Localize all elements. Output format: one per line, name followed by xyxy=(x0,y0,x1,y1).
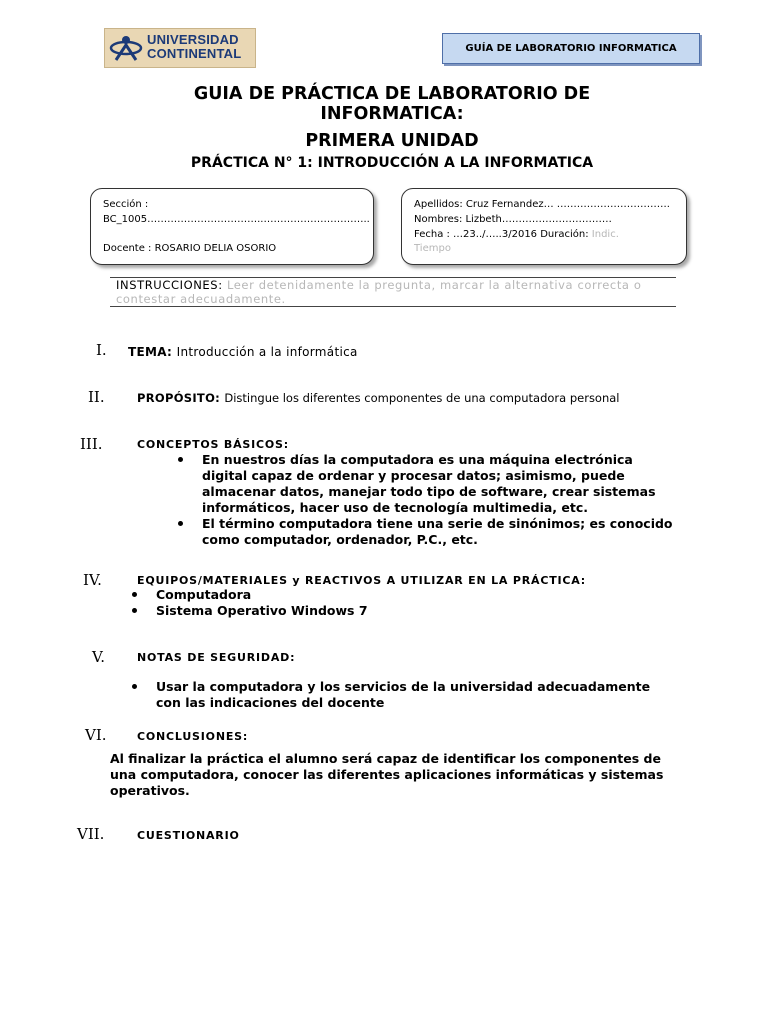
section-7-label: CUESTIONARIO xyxy=(137,829,240,842)
bullet-icon xyxy=(178,521,183,526)
bullet-icon xyxy=(132,684,137,689)
section-2-number: II. xyxy=(88,388,105,406)
instructions-text-b: contestar adecuadamente. xyxy=(116,292,286,306)
instructions-label: INSTRUCCIONES: xyxy=(116,278,223,292)
unit-title: PRIMERA UNIDAD xyxy=(305,131,479,151)
materials-list xyxy=(156,587,656,619)
conclusions-text: Al finalizar la práctica el alumno será capaz de identificar los componentes de una computadora, conocer las diferentes aplicaciones informáticas y sistemas operativos. xyxy=(110,751,664,798)
list-item xyxy=(156,603,656,619)
list-item xyxy=(156,679,676,711)
nombres-field: Nombres: Lizbeth…………………………… xyxy=(414,214,612,225)
section-1-text: Introducción a la informática xyxy=(176,345,358,359)
instructions xyxy=(110,277,676,307)
docente-field: Docente : ROSARIO DELIA OSORIO xyxy=(103,243,277,254)
list-item xyxy=(202,452,678,516)
practice-title: PRÁCTICA N° 1: INTRODUCCIÓN A LA INFORMATICA xyxy=(190,155,594,171)
fecha-field xyxy=(414,227,619,242)
seccion-label: Sección : xyxy=(103,199,149,210)
section-4-number: IV. xyxy=(83,571,102,589)
section-3-number: III. xyxy=(80,435,103,453)
document-title xyxy=(100,84,684,124)
duracion-hint-2: Tiempo xyxy=(414,243,451,254)
section-3-label: CONCEPTOS BÁSICOS: xyxy=(137,438,289,451)
bullet-icon xyxy=(132,592,137,597)
safety-list xyxy=(156,679,676,711)
student-info-box xyxy=(401,188,687,265)
bullet-icon xyxy=(178,457,183,462)
section-1-heading xyxy=(128,345,358,359)
section-4-label: EQUIPOS/MATERIALES y REACTIVOS A UTILIZAR EN LA PRÁCTICA: xyxy=(137,574,586,587)
university-logo xyxy=(104,28,256,68)
concept-1-text: En nuestros días la computadora es una máquina electrónica digital capaz de ordenar y procesar datos; asimismo, puede almacenar datos, manejar todo tipo de software, crear sistemas informáticos, hacer uso de tecnología multimedia, etc. xyxy=(202,452,656,515)
section-2-text: Distingue los diferentes componentes de una computadora personal xyxy=(224,391,620,405)
section-5-label: NOTAS DE SEGURIDAD: xyxy=(137,651,296,664)
instructions-text-a: Leer detenidamente la pregunta, marcar la alternativa correcta o xyxy=(226,278,642,292)
course-info-box xyxy=(90,188,374,265)
section-2-heading xyxy=(137,391,620,405)
fecha-text: Fecha : …23../…..3/2016 Duración: xyxy=(414,229,589,240)
concept-2-text: El término computadora tiene una serie de sinónimos; es conocido como computador, ordenador, P.C., etc. xyxy=(202,516,673,547)
duracion-hint: Indic. xyxy=(591,229,619,240)
logo-text-line1: UNIVERSIDAD xyxy=(147,32,239,47)
concepts-list xyxy=(202,452,678,548)
apellidos-field: Apellidos: Cruz Fernandez… ……………………………. xyxy=(414,199,670,210)
title-line-2: INFORMATICA: xyxy=(320,104,464,124)
section-2-label: PROPÓSITO: xyxy=(137,391,221,405)
seccion-value: BC_1005……………………………..………………………….. xyxy=(103,214,370,225)
title-line-1: GUIA DE PRÁCTICA DE LABORATORIO DE xyxy=(193,84,591,104)
section-6-label: CONCLUSIONES: xyxy=(137,730,249,743)
material-1-text: Computadora xyxy=(156,587,252,602)
list-item xyxy=(156,587,656,603)
logo-text-line2: CONTINENTAL xyxy=(147,46,242,61)
section-7-number: VII. xyxy=(77,825,105,843)
university-emblem-icon xyxy=(109,32,143,64)
section-5-number: V. xyxy=(92,648,105,666)
header-badge: GUÍA DE LABORATORIO INFORMATICA xyxy=(442,33,700,64)
bullet-icon xyxy=(132,608,137,613)
section-1-number: I. xyxy=(96,341,107,359)
list-item xyxy=(202,516,678,548)
section-6-number: VI. xyxy=(85,726,107,744)
safety-1-text: Usar la computadora y los servicios de la universidad adecuadamente con las indicaciones del docente xyxy=(156,679,651,710)
section-1-label: TEMA: xyxy=(128,345,173,359)
material-2-text: Sistema Operativo Windows 7 xyxy=(156,603,368,618)
